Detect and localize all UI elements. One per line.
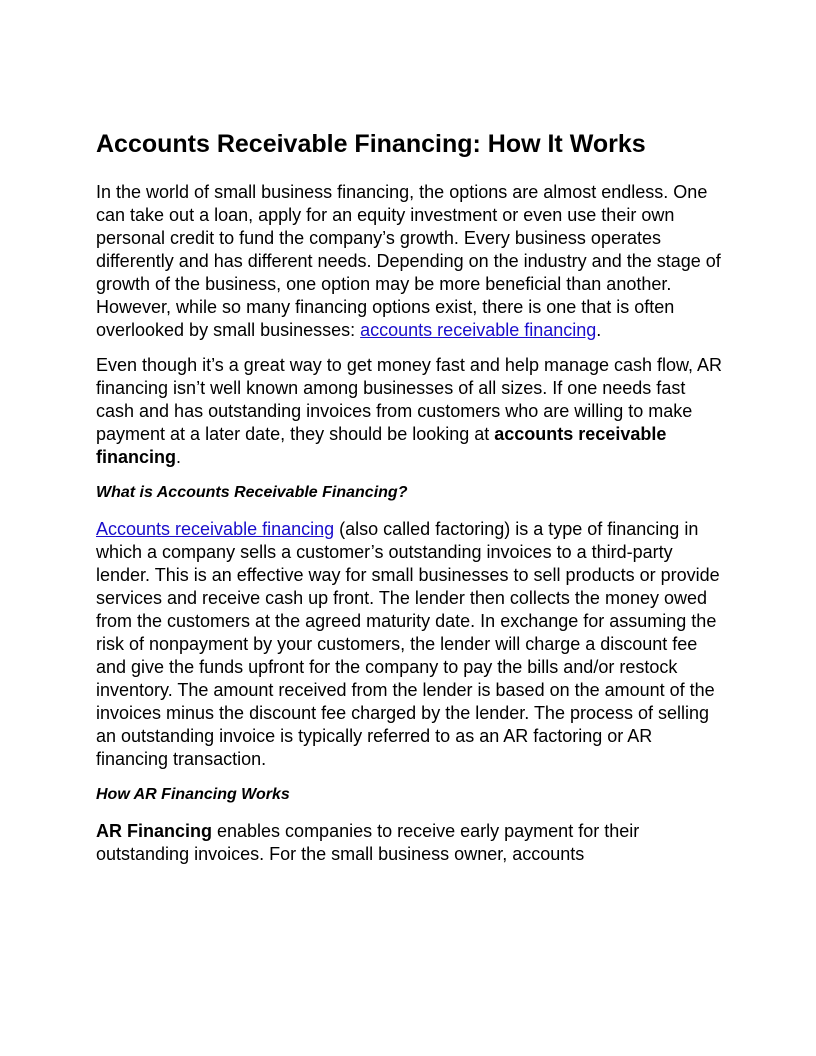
how-it-works-bold-term: AR Financing bbox=[96, 821, 212, 841]
cash-flow-bold-term: accounts receivable financing bbox=[96, 424, 667, 467]
section-heading-what-is: What is Accounts Receivable Financing? bbox=[96, 484, 408, 501]
document-title: Accounts Receivable Financing: How It Works bbox=[96, 130, 646, 158]
definition-paragraph bbox=[96, 518, 728, 771]
cash-flow-end: . bbox=[176, 447, 182, 467]
intro-text: In the world of small business financing, the options are almost endless. One can take out a loan, apply for an equity investment or even use their own personal credit to fund the company’s growth. Every business operates differently and has different needs. Depending on the industry and the stage of growth of the business, one option may be more beneficial than another. However, while so many financing options exist, there is one that is often overlooked by small businesses: bbox=[96, 182, 721, 340]
how-it-works-text: enables companies to receive early payment for their outstanding invoices. For the small business owner, accounts bbox=[96, 821, 640, 864]
intro-paragraph bbox=[96, 181, 728, 342]
accounts-receivable-financing-link[interactable]: accounts receivable financing bbox=[360, 320, 597, 340]
definition-text: (also called factoring) is a type of financing in which a company sells a customer’s outstanding invoices to a third-party lender. This is an effective way for small businesses to sell products or provide services and receive cash up front. The lender then collects the money owed from the customers at the agreed maturity date. In exchange for assuming the risk of nonpayment by your customers, the lender will charge a discount fee and give the funds upfront for the company to pay the bills and/or restock inventory. The amount received from the lender is based on the amount of the invoices minus the discount fee charged by the lender. The process of selling an outstanding invoice is typically referred to as an AR factoring or AR financing transaction. bbox=[96, 519, 720, 769]
definition-link[interactable]: Accounts receivable financing bbox=[96, 519, 335, 539]
cash-flow-paragraph bbox=[96, 354, 728, 469]
section-heading-how-it-works: How AR Financing Works bbox=[96, 786, 290, 803]
cash-flow-text: Even though it’s a great way to get money fast and help manage cash flow, AR financing isn’t well known among businesses of all sizes. If one needs fast cash and has outstanding invoices from customers who are willing to make payment at a later date, they should be looking at bbox=[96, 355, 723, 444]
how-it-works-paragraph bbox=[96, 820, 728, 866]
intro-end: . bbox=[596, 320, 602, 340]
document-page bbox=[96, 128, 728, 878]
